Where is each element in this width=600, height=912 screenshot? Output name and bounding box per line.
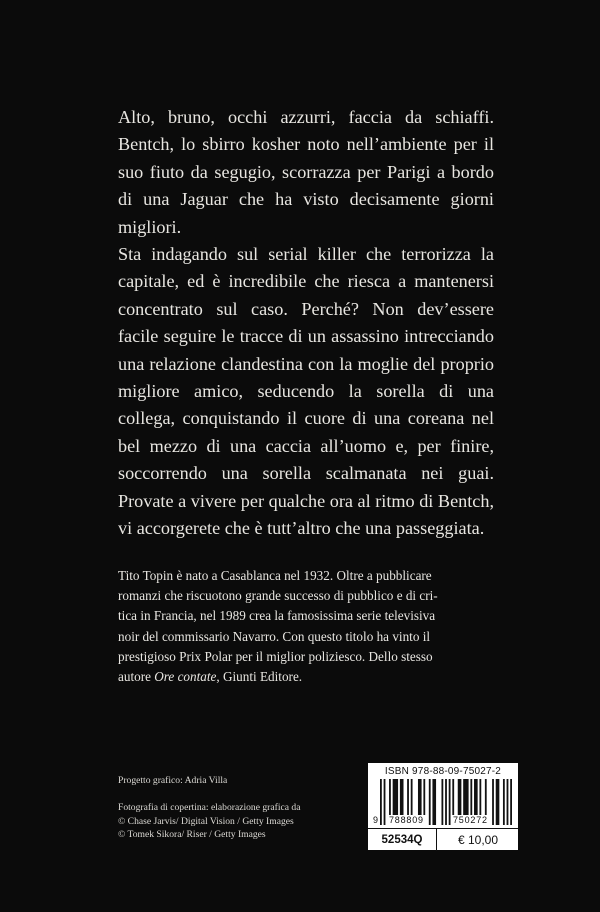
photo-credit-2: © Tomek Sikora/ Riser / Getty Images xyxy=(118,829,266,841)
photo-credit-1: © Chase Jarvis/ Digital Vision / Getty Images xyxy=(118,815,294,827)
product-code: 52534Q xyxy=(368,829,437,851)
bio-line-last xyxy=(118,667,506,687)
photo-credit-title: Fotografia di copertina: elaborazione grafica da xyxy=(118,802,301,814)
bio-line: prestigioso Prix Polar per il miglior poliziesco. Dello stesso xyxy=(118,648,433,664)
barcode-label xyxy=(368,763,518,850)
author-bio xyxy=(118,566,506,687)
synopsis-paragraph-1: Alto, bruno, occhi azzurri, faccia da schiaffi. Bentch, lo sbirro kosher noto nell’ambiente per il suo fiuto da segugio, scorrazza per Parigi a bordo di una Jaguar che ha visto decisamente giorni migliori. xyxy=(118,107,494,237)
bio-line: romanzi che riscuotono grande successo di pubblico e di cri- xyxy=(118,588,438,604)
credits xyxy=(118,774,368,842)
synopsis-paragraph-2: Sta indagando sul serial killer che terrorizza la capitale, ed è incredibile che riesca a mantenersi concentrato sul caso. Perché? Non dev’essere facile seguire le tracce di un assassino intrecciando una relazione clandestina con la moglie del proprio migliore amico, seducendo la sorella di una collega, conquistando il cuore di una coreana nel bel mezzo di una caccia all’uomo e, per finire, soccorrendo una sorella scalmanata nei guai. Provate a vivere per qualche ora al ritmo di Bentch, vi accorgerete che è tutt’altro che una passeggiata. xyxy=(118,244,494,539)
bio-line: tica in Francia, nel 1989 crea la famosissima serie televisiva xyxy=(118,608,436,624)
price: € 10,00 xyxy=(457,833,499,847)
bio-prefix: autore xyxy=(118,669,155,685)
bio-line: noir del commissario Navarro. Con questo titolo ha vinto il xyxy=(118,628,431,644)
bio-line: Tito Topin è nato a Casablanca nel 1932. Oltre a pubblicare xyxy=(118,568,432,583)
barcode-digit-first: 9 xyxy=(373,815,379,825)
design-credit: Progetto grafico: Adria Villa xyxy=(118,775,228,786)
bio-suffix: , Giunti Editore. xyxy=(216,669,303,685)
barcode-digit-group-1: 788809 xyxy=(389,815,424,825)
price-row xyxy=(368,828,518,851)
isbn-number: ISBN 978-88-09-75027-2 xyxy=(384,766,502,777)
barcode-digits xyxy=(371,815,515,827)
barcode-digit-group-2: 750272 xyxy=(453,815,488,825)
book-title: Ore contate xyxy=(154,669,217,685)
synopsis xyxy=(118,104,494,543)
